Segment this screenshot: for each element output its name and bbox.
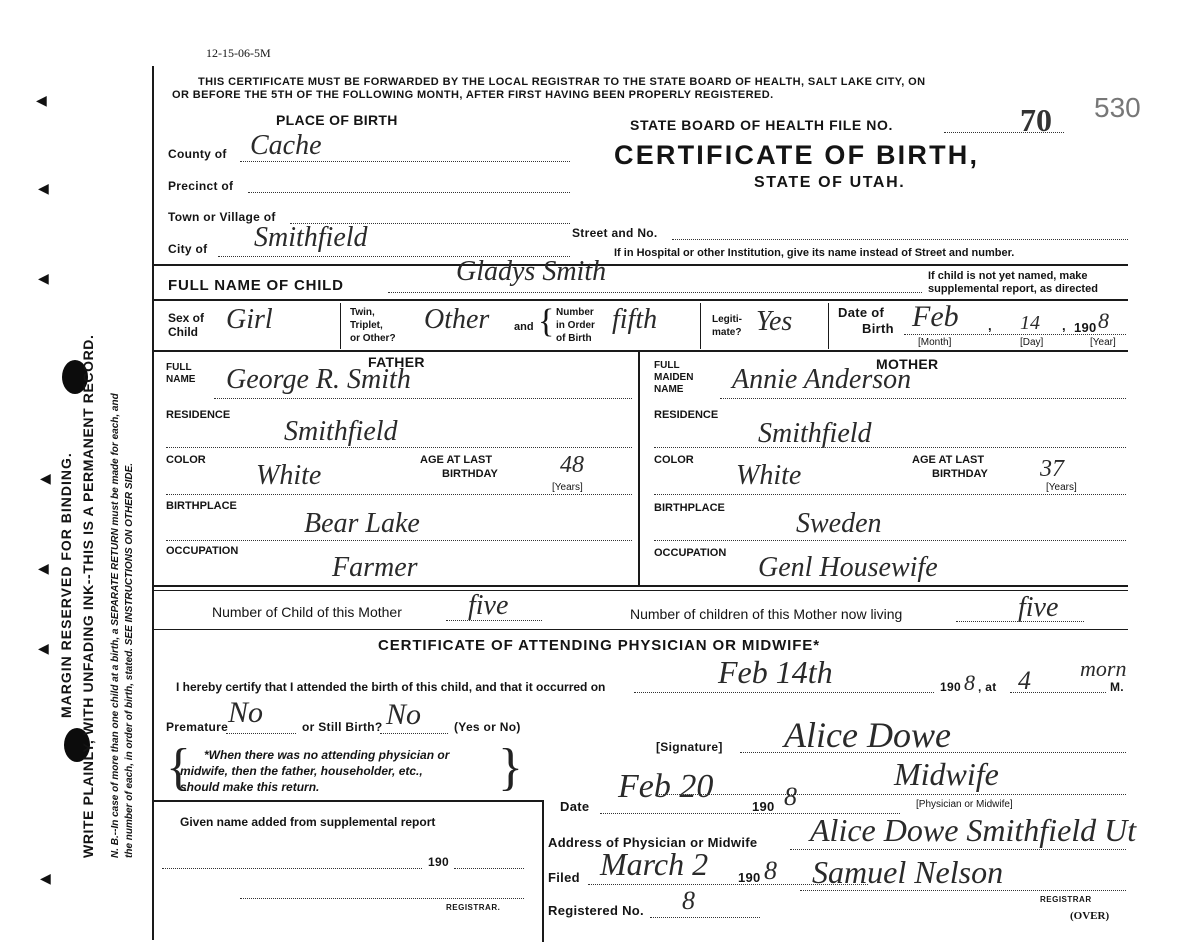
rule-below-name — [152, 299, 1128, 301]
mother-color-label: COLOR — [654, 454, 694, 466]
year-label: [Year] — [1090, 337, 1116, 348]
mother-heading: MOTHER — [876, 356, 939, 372]
notice-line-1: THIS CERTIFICATE MUST BE FORWARDED BY THE LOCAL REGISTRAR TO THE STATE BOARD OF HEALTH, SALT LAKE CITY, ON — [198, 76, 926, 88]
county-label: County of — [168, 147, 227, 161]
child-name-line — [388, 292, 922, 293]
father-residence-value: Smithfield — [284, 416, 398, 447]
father-name-label-1: FULL — [166, 362, 192, 373]
binding-mark: ◀ — [36, 92, 47, 108]
order-divider — [700, 303, 701, 349]
stillbirth-line — [380, 733, 448, 734]
mother-age-label-1: AGE AT LAST — [912, 454, 985, 466]
child-number-value: five — [468, 590, 509, 621]
dob-label-2: Birth — [862, 321, 894, 336]
mother-name-label-2: MAIDEN — [654, 372, 694, 383]
father-name-line — [214, 398, 632, 399]
cert-m-label: M. — [1110, 680, 1124, 694]
margin-permanent-record-text: WRITE PLAINLY, WITH UNFADING INK--THIS IS A PERMANENT RECORD. — [80, 334, 96, 858]
title-label: [Physician or Midwife] — [916, 799, 1013, 810]
cert-year-value: 8 — [964, 670, 975, 695]
date-label: Date — [560, 799, 590, 814]
children-living-line — [956, 621, 1084, 622]
premature-value: No — [228, 696, 264, 729]
binding-mark: ◀ — [38, 640, 49, 656]
registered-no-line — [650, 917, 760, 918]
mother-name-label-1: FULL — [654, 360, 680, 371]
father-name-label-2: NAME — [166, 374, 196, 385]
file-no-pencil: 530 — [1094, 92, 1141, 123]
supplemental-year-line — [454, 868, 524, 869]
certify-text: I hereby certify that I attended the birth of this child, and that it occurred on — [176, 680, 606, 694]
not-named-note-1: If child is not yet named, make — [928, 270, 1088, 282]
binding-mark: ◀ — [40, 870, 51, 886]
dob-comma-2: , — [1062, 318, 1066, 333]
father-color-value: White — [256, 460, 322, 491]
note-line-3: should make this return. — [180, 780, 320, 794]
state-board-file-label: STATE BOARD OF HEALTH FILE NO. — [630, 117, 893, 133]
father-residence-line — [166, 447, 632, 448]
address-line — [790, 849, 1126, 850]
mother-years-label: [Years] — [1046, 482, 1077, 493]
child-number-label: Number of Child of this Mother — [212, 604, 402, 620]
street-label: Street and No. — [572, 226, 658, 240]
filed-label: Filed — [548, 870, 580, 885]
rule-below-parents — [152, 585, 1128, 587]
place-of-birth-heading: PLACE OF BIRTH — [276, 112, 398, 128]
mother-color-line — [654, 494, 1126, 495]
cert-at-label: , at — [978, 680, 997, 694]
father-residence-label: RESIDENCE — [166, 409, 231, 421]
father-years-label: [Years] — [552, 482, 583, 493]
sex-label-1: Sex of — [168, 311, 205, 325]
father-age-value: 48 — [560, 452, 584, 478]
supplemental-line — [162, 868, 422, 869]
county-value: Cache — [250, 130, 322, 161]
twin-value: Other — [424, 304, 490, 335]
sex-divider — [340, 303, 341, 349]
twin-label-2: Triplet, — [350, 320, 383, 331]
order-label-3: of Birth — [556, 333, 592, 344]
binding-mark: ◀ — [38, 560, 49, 576]
father-occupation-label: OCCUPATION — [166, 545, 239, 557]
legit-divider — [828, 303, 829, 349]
mother-residence-line — [654, 447, 1126, 448]
margin-instructions-text: the number of each, in order of birth, stated. SEE INSTRUCTIONS ON OTHER SIDE. — [124, 462, 135, 858]
margin-separate-return-text: N. B.--In case of more than one child at a birth, a SEPARATE RETURN must be made for each, and — [110, 393, 121, 858]
margin-binding-text: MARGIN RESERVED FOR BINDING. — [58, 452, 74, 718]
cert-hour-line — [1010, 692, 1106, 693]
note-brace-left: { — [166, 739, 191, 796]
mother-name-line — [720, 398, 1126, 399]
dob-year-value: 8 — [1098, 308, 1109, 333]
rule-below-child-row — [152, 350, 1128, 352]
father-name-value: George R. Smith — [226, 364, 411, 395]
mother-birthplace-value: Sweden — [796, 508, 882, 539]
order-label-1: Number — [556, 307, 594, 318]
form-code: 12-15-06-5M — [206, 46, 271, 60]
physician-heading: CERTIFICATE OF ATTENDING PHYSICIAN OR MIDWIFE* — [378, 637, 820, 654]
precinct-label: Precinct of — [168, 179, 234, 193]
date-year-prefix: 190 — [752, 799, 775, 814]
birth-date-line — [634, 692, 934, 693]
cert-hour-value: 4 — [1018, 666, 1031, 695]
dob-day-value: 14 — [1020, 312, 1040, 334]
parents-divider — [638, 352, 640, 586]
dob-year-prefix: 190 — [1074, 320, 1097, 335]
rule-below-parents-2 — [152, 590, 1128, 591]
stillbirth-label: or Still Birth? — [302, 720, 383, 734]
father-birthplace-value: Bear Lake — [304, 508, 420, 539]
hospital-note: If in Hospital or other Institution, give its name instead of Street and number. — [614, 247, 1015, 259]
registered-no-label: Registered No. — [548, 903, 644, 918]
premature-line — [226, 733, 296, 734]
legit-label-1: Legiti- — [712, 314, 742, 325]
cert-year-prefix: 190 — [940, 680, 961, 694]
dob-month-value: Feb — [912, 300, 959, 333]
file-no-value: 70 — [1020, 102, 1052, 138]
rule-above-name — [152, 264, 1128, 266]
city-value: Smithfield — [254, 222, 368, 253]
mother-occupation-label: OCCUPATION — [654, 547, 727, 559]
registrar-signature: Samuel Nelson — [812, 854, 1004, 890]
not-named-note-2: supplemental report, as directed — [928, 283, 1098, 295]
father-color-label: COLOR — [166, 454, 206, 466]
town-label: Town or Village of — [168, 210, 276, 224]
children-living-value: five — [1018, 592, 1059, 623]
rule-below-children — [152, 629, 1128, 630]
and-label: and — [514, 321, 534, 333]
date-year-value: 8 — [784, 782, 797, 811]
cert-hour-suffix: morn — [1080, 656, 1127, 681]
supplemental-label: Given name added from supplemental report — [180, 815, 436, 829]
filed-year-prefix: 190 — [738, 870, 761, 885]
supplemental-year-prefix: 190 — [428, 855, 449, 869]
note-brace-right: } — [498, 739, 523, 796]
signature-value: Alice Dowe — [784, 715, 951, 755]
twin-label-3: or Other? — [350, 333, 396, 344]
county-line — [240, 161, 570, 162]
stillbirth-value: No — [386, 698, 422, 731]
full-name-label: FULL NAME OF CHILD — [168, 277, 344, 294]
mother-age-value: 37 — [1040, 456, 1064, 482]
father-birthplace-label: BIRTHPLACE — [166, 500, 237, 512]
registrar-line — [800, 890, 1126, 891]
dob-comma: , — [988, 318, 992, 333]
precinct-line — [248, 192, 570, 193]
binding-mark: ◀ — [38, 180, 49, 196]
midwife-title-value: Midwife — [894, 756, 999, 792]
filed-year-value: 8 — [764, 856, 777, 885]
child-name-value: Gladys Smith — [456, 256, 607, 287]
registrar-label: REGISTRAR — [1040, 895, 1092, 904]
father-color-line — [166, 494, 632, 495]
registered-no-value: 8 — [682, 886, 695, 915]
father-age-label-2: BIRTHDAY — [442, 468, 498, 480]
filed-value: March 2 — [600, 846, 709, 882]
month-label: [Month] — [918, 337, 952, 348]
mother-residence-value: Smithfield — [758, 418, 872, 449]
father-birthplace-line — [166, 540, 632, 541]
form-left-border — [152, 66, 154, 940]
certificate-title: CERTIFICATE OF BIRTH, — [614, 140, 980, 170]
binding-mark: ◀ — [38, 270, 49, 286]
date-value: Feb 20 — [618, 768, 714, 805]
certificate-subtitle: STATE OF UTAH. — [754, 174, 906, 191]
mother-name-label-3: NAME — [654, 384, 684, 395]
day-label: [Day] — [1020, 337, 1044, 348]
order-label-2: in Order — [556, 320, 595, 331]
supplemental-right-rule — [542, 800, 544, 942]
mother-residence-label: RESIDENCE — [654, 409, 719, 421]
sex-value: Girl — [226, 304, 273, 335]
notice-line-2: OR BEFORE THE 5TH OF THE FOLLOWING MONTH, AFTER FIRST HAVING BEEN PROPERLY REGISTERED. — [172, 89, 774, 101]
note-line-2: midwife, then the father, householder, etc., — [180, 764, 423, 778]
city-label: City of — [168, 242, 208, 256]
order-value: fifth — [612, 304, 658, 335]
premature-label: Premature — [166, 720, 229, 734]
mother-occupation-value: Genl Housewife — [758, 552, 938, 583]
signature-line — [740, 752, 1126, 753]
child-number-line — [446, 620, 542, 621]
supplemental-registrar-label: REGISTRAR. — [446, 903, 501, 912]
yes-no-label: (Yes or No) — [454, 720, 521, 734]
mother-birthplace-line — [654, 540, 1126, 541]
mother-birthplace-label: BIRTHPLACE — [654, 502, 725, 514]
note-line-1: *When there was no attending physician or — [204, 748, 450, 762]
order-brace: { — [538, 303, 555, 340]
dob-line — [904, 334, 1126, 335]
address-label: Address of Physician or Midwife — [548, 835, 758, 850]
midwife-title-line — [656, 794, 1126, 795]
binding-mark: ◀ — [40, 470, 51, 486]
birth-date-value: Feb 14th — [718, 654, 833, 690]
father-heading: FATHER — [368, 354, 425, 370]
twin-label-1: Twin, — [350, 307, 375, 318]
father-age-label-1: AGE AT LAST — [420, 454, 493, 466]
supplemental-registrar-line — [240, 898, 524, 899]
legit-label-2: mate? — [712, 327, 742, 338]
father-occupation-value: Farmer — [332, 552, 418, 583]
legit-value: Yes — [756, 306, 793, 337]
sex-label-2: Child — [168, 325, 198, 339]
mother-age-label-2: BIRTHDAY — [932, 468, 988, 480]
address-value: Alice Dowe Smithfield Ut — [810, 812, 1137, 848]
street-line — [672, 239, 1128, 240]
mother-color-value: White — [736, 460, 802, 491]
mother-name-value: Annie Anderson — [732, 364, 912, 395]
dob-label-1: Date of — [838, 305, 885, 320]
over-label: (OVER) — [1070, 910, 1110, 922]
supplemental-top-rule — [152, 800, 544, 802]
children-living-label: Number of children of this Mother now living — [630, 606, 903, 622]
signature-label: [Signature] — [656, 740, 723, 754]
